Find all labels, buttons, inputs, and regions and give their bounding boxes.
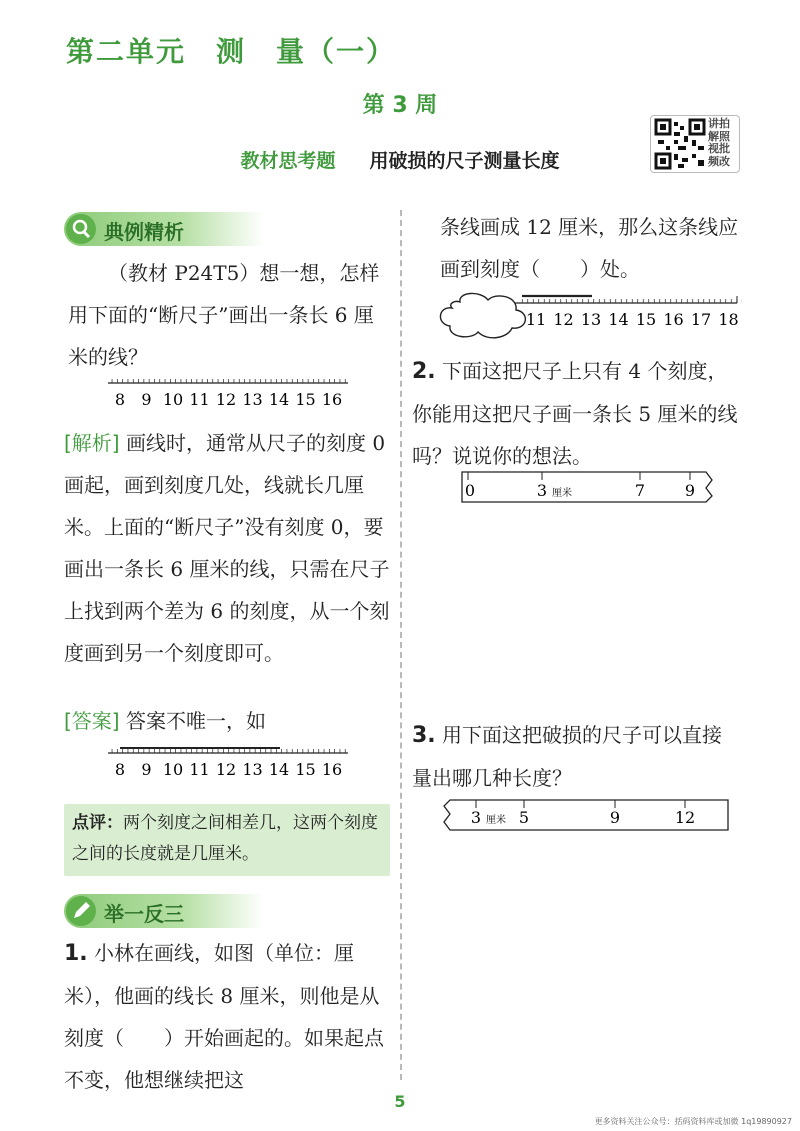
- ruler-tick-marks: [522, 299, 742, 303]
- pencil-icon: [66, 896, 96, 926]
- ruler-tick-label: 13: [242, 390, 263, 409]
- ruler-tick-label: 15: [295, 390, 316, 409]
- ruler-tick-label: 8: [114, 390, 126, 409]
- example-problem: （教材 P24T5）想一想，怎样用下面的“断尺子”画出一条长 6 厘米的线？: [68, 261, 380, 369]
- comment-text: [72, 808, 390, 870]
- cloud-cover-shape: [440, 293, 525, 337]
- section-tag-examples: [64, 212, 264, 246]
- qr-code-icon: [654, 118, 706, 170]
- ruler-tick-label: 14: [268, 390, 290, 409]
- question-2: [412, 350, 742, 477]
- qr-caption: 讲拍解照视批频改: [708, 117, 730, 168]
- page-number: 5: [394, 1092, 406, 1111]
- ruler-tick-label: 9: [141, 760, 152, 779]
- answer-paragraph: [64, 700, 390, 742]
- ruler-tick-labels: [115, 760, 342, 779]
- question-1-continued: 条线画成 12 厘米，那么这条线应画到刻度（ ）处。: [440, 215, 739, 281]
- ruler-tick-label: 12: [215, 760, 237, 779]
- ruler-tick-label: 16: [321, 760, 343, 779]
- week-title: 第 3 周: [362, 93, 438, 118]
- question-2-number: 2.: [412, 359, 436, 384]
- comment-label: 点评：: [72, 813, 123, 833]
- ruler-four-ticks: [460, 468, 720, 508]
- ruler-label-9: 9: [684, 481, 696, 500]
- magnifier-icon: [66, 214, 96, 244]
- ruler-tick-label: 10: [162, 390, 184, 409]
- ruler-tick-label: 15: [635, 310, 657, 329]
- ruler-label-3: 3: [536, 481, 548, 500]
- ruler-tick-label: 16: [321, 390, 343, 409]
- ruler-tick-labels: [526, 310, 739, 329]
- answer-label: [答案]: [64, 709, 120, 733]
- ruler-tick-label: 11: [525, 310, 547, 329]
- ruler-tick-label: 11: [189, 390, 210, 409]
- topic-label: 教材思考题: [240, 150, 336, 172]
- ruler-tick-label: 11: [189, 760, 210, 779]
- question-3-number: 3.: [412, 723, 436, 748]
- question-1-text: 小林在画线，如图（单位：厘米），他画的线长 8 厘米，则他是从刻度（ ）开始画起的。如果起点不变，他想继续把这: [64, 941, 384, 1092]
- ruler-tick-label: 15: [295, 760, 316, 779]
- question-3: [412, 714, 742, 799]
- broken-ruler-example: [108, 374, 348, 414]
- question-2-text: 下面这把尺子上只有 4 个刻度，你能用这把尺子画一条长 5 厘米的线吗？说说你的想法。: [412, 359, 738, 468]
- ruler-unit-label: 厘米: [486, 815, 506, 826]
- ruler-tick-label: 18: [718, 310, 739, 329]
- ruler-tick-label: 14: [608, 310, 629, 329]
- ruler-tick-marks: [108, 379, 348, 383]
- ruler-tick-label: 10: [162, 760, 184, 779]
- ruler-answer-example: [108, 744, 348, 784]
- answer-text: 答案不唯一，如: [125, 709, 266, 733]
- ruler-tick-label: 17: [690, 310, 712, 329]
- unit-title: 第二单元 测 量（一）: [66, 35, 397, 68]
- ruler-with-cloud: [432, 288, 742, 342]
- ruler-tick-labels: [115, 390, 342, 409]
- ruler-unit-label: 厘米: [552, 488, 572, 499]
- ruler-label-12: 12: [674, 808, 696, 827]
- column-divider: [400, 210, 402, 1080]
- question-1: [64, 932, 390, 1101]
- footer-note: 更多资料关注公众号：括码资料库或加微 1q19890927: [594, 1117, 792, 1126]
- ruler-tick-label: 12: [553, 310, 574, 329]
- ruler-label-0: 0: [464, 481, 476, 500]
- ruler-tick-label: 9: [141, 390, 152, 409]
- ruler-label-9: 9: [609, 808, 621, 827]
- topic-text: 用破损的尺子测量长度: [369, 150, 560, 172]
- ruler-tick-label: 8: [114, 760, 126, 779]
- question-3-text: 用下面这把破损的尺子可以直接量出哪几种长度？: [412, 723, 723, 790]
- analysis-text: 画线时，通常从尺子的刻度 0 画起，画到刻度几处，线就长几厘米。上面的“断尺子”没有刻度 0，要画出一条长 6 厘米的线，只需在尺子上找到两个差为 6 的刻度，从一个刻度画到另一个刻度即可。: [64, 431, 390, 665]
- comment-body: 两个刻度之间相差几，这两个刻度之间的长度就是几厘米。: [72, 813, 378, 864]
- ruler-label-5: 5: [518, 808, 530, 827]
- analysis-paragraph: [64, 422, 390, 674]
- ruler-tick-label: 13: [242, 760, 263, 779]
- question-1-number: 1.: [64, 941, 88, 966]
- ruler-tick-label: 14: [268, 760, 290, 779]
- analysis-label: [解析]: [64, 431, 120, 455]
- ruler-tick-label: 13: [580, 310, 602, 329]
- section-title-practice: 举一反三: [104, 902, 184, 926]
- ruler-tick-label: 12: [215, 390, 237, 409]
- ruler-label-7: 7: [634, 481, 646, 500]
- section-tag-practice: [64, 894, 264, 928]
- ruler-tick-label: 16: [663, 310, 684, 329]
- ruler-label-3: 3: [470, 808, 482, 827]
- ruler-damaged: [440, 796, 740, 836]
- section-title-examples: 典例精析: [104, 220, 184, 244]
